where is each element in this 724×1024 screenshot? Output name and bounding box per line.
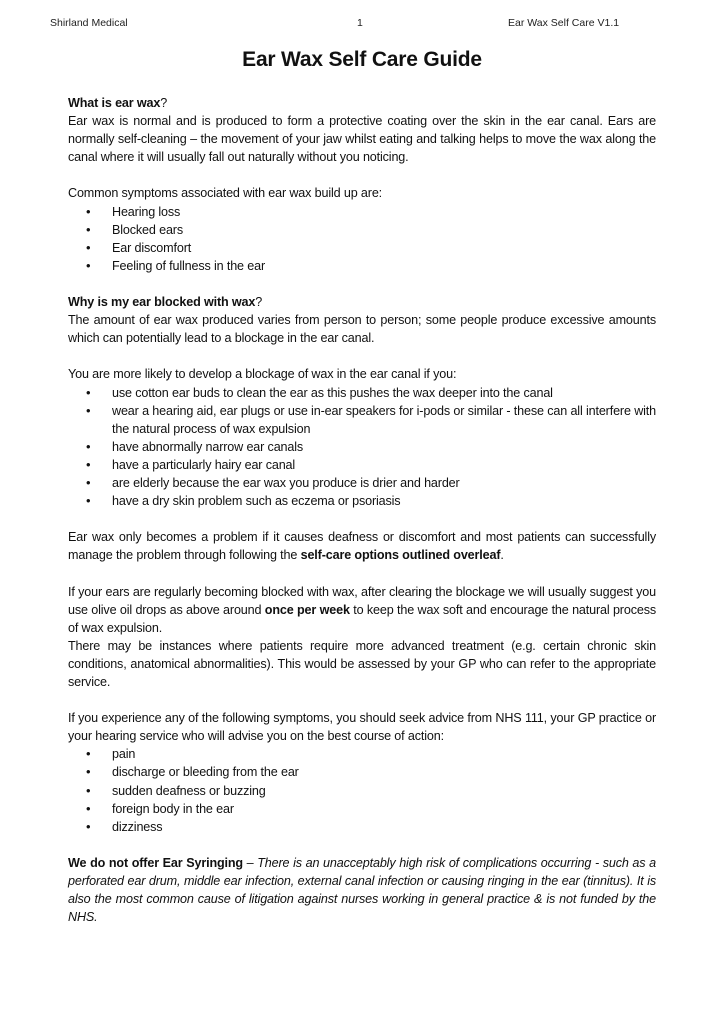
text: to keep the wax soft and encourage the natural process of wax expulsion. xyxy=(68,602,656,635)
causes-list xyxy=(68,384,656,511)
document-body xyxy=(68,94,656,926)
paragraph-why-blocked: The amount of ear wax produced varies from person to person; some people produce excessive amounts which can potentially lead to a blockage in the ear canal. xyxy=(68,313,656,346)
list-item: • have a dry skin problem such as eczema or psoriasis xyxy=(68,492,656,510)
paragraph-what-is-ear-wax: Ear wax is normal and is produced to form a protective coating over the skin in the ear canal. Ears are normally self-cleaning – the movement of your jaw whilst eating and talking helps to move the wax along the canal where it will usually fall out naturally without you noticing. xyxy=(68,114,656,165)
section-heading-what-is-ear-wax xyxy=(68,94,656,112)
list-item: • have a particularly hairy ear canal xyxy=(68,456,656,474)
symptoms-intro: Common symptoms associated with ear wax build up are: xyxy=(68,186,383,201)
symptoms-list xyxy=(68,203,656,275)
page-title: Ear Wax Self Care Guide xyxy=(242,48,482,71)
list-item: • use cotton ear buds to clean the ear as this pushes the wax deeper into the canal xyxy=(68,384,656,402)
paragraph-advanced-treatment: There may be instances where patients require more advanced treatment (e.g. certain chronic skin conditions, anatomical abnormalities). This would be assessed by your GP who can refer to the appropriate service. xyxy=(68,638,656,689)
heading-suffix: ? xyxy=(255,295,263,310)
syringing-risk-explanation: There is an unacceptably high risk of complications occurring - such as a perforated ear drum, middle ear infection, external canal infection or causing ringing in the ear (tinnitus). It is also the most common cause of litigation against nurses working in general practice & is not funded by the NHS. xyxy=(68,855,656,925)
header-page-number: 1 xyxy=(357,17,363,29)
list-item: • are elderly because the ear wax you produce is drier and harder xyxy=(68,474,656,492)
text: . xyxy=(500,548,504,563)
list-item: • discharge or bleeding from the ear xyxy=(68,763,656,781)
list-item: • foreign body in the ear xyxy=(68,800,656,818)
page-header xyxy=(0,17,724,33)
warning-symptoms-list xyxy=(68,745,656,835)
header-practice-name: Shirland Medical xyxy=(50,17,128,29)
section-heading-why-blocked xyxy=(68,293,656,311)
heading-suffix: ? xyxy=(160,96,168,110)
list-item: • Ear discomfort xyxy=(68,239,656,257)
dash: – xyxy=(242,855,258,870)
list-item: • pain xyxy=(68,745,656,763)
list-item: • dizziness xyxy=(68,818,656,836)
heading-bold-text: What is ear wax xyxy=(68,96,161,110)
header-document-version: Ear Wax Self Care V1.1 xyxy=(508,17,620,29)
list-item: • sudden deafness or buzzing xyxy=(68,782,656,800)
text: If your ears are regularly becoming blocked with wax, after clearing the blockage we will usually suggest you use olive oil drops as above around xyxy=(68,584,656,617)
list-item: • wear a hearing aid, ear plugs or use in-ear speakers for i-pods or similar - these can all interfere with the natural process of wax expulsion xyxy=(68,402,656,438)
paragraph-regular-blockage xyxy=(68,583,656,637)
paragraph-when-problem xyxy=(68,528,656,564)
self-care-reference: self-care options outlined overleaf xyxy=(300,548,501,563)
no-syringing-statement: We do not offer Ear Syringing xyxy=(68,855,243,870)
frequency-emphasis: once per week xyxy=(264,602,350,617)
causes-intro: You are more likely to develop a blockage of wax in the ear canal if you: xyxy=(68,367,457,382)
text: Ear wax only becomes a problem if it causes deafness or discomfort and most patients can successfully manage the problem through following the xyxy=(68,530,656,563)
list-item: • have abnormally narrow ear canals xyxy=(68,438,656,456)
list-item: • Hearing loss xyxy=(68,203,656,221)
paragraph-no-syringing xyxy=(68,854,656,926)
paragraph-seek-advice: If you experience any of the following symptoms, you should seek advice from NHS 111, your GP practice or your hearing service who will advise you on the best course of action: xyxy=(68,711,656,744)
list-item: • Feeling of fullness in the ear xyxy=(68,257,656,275)
list-item: • Blocked ears xyxy=(68,221,656,239)
heading-bold-text: Why is my ear blocked with wax xyxy=(68,295,256,310)
